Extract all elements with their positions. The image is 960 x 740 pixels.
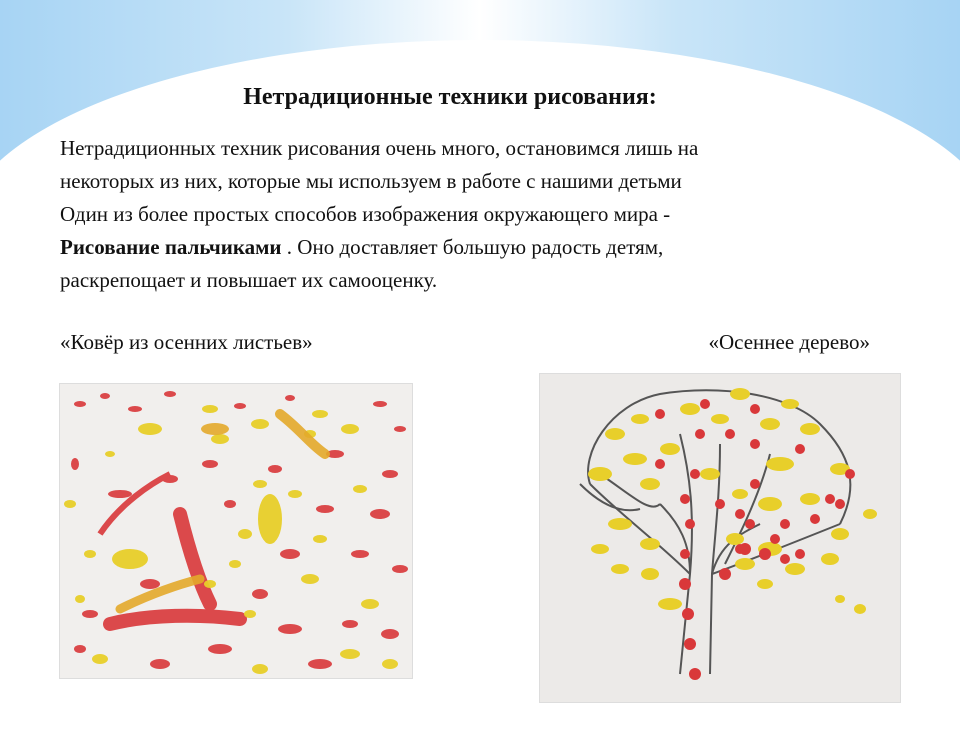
- caption-autumn-tree: «Осеннее дерево»: [708, 330, 870, 354]
- slide-title: Нетрадиционные техники рисования:: [243, 84, 657, 110]
- autumn-tree-painting: [540, 374, 900, 702]
- slide-paragraph: [60, 132, 880, 297]
- leaf-carpet-illustration: [60, 384, 412, 678]
- highlight-technique-name: Рисование пальчиками: [60, 235, 282, 259]
- paragraph-line-4-rest: . Оно доставляет большую радость детям,: [281, 235, 664, 259]
- paragraph-line-2: некоторых из них, которые мы используем в работе с нашими детьми: [60, 169, 682, 193]
- caption-leaf-carpet: «Ковёр из осенних листьев»: [60, 330, 313, 354]
- autumn-tree-illustration: [540, 374, 900, 702]
- paragraph-line-3: Один из более простых способов изображения окружающего мира -: [60, 202, 671, 226]
- paragraph-line-1: Нетрадиционных техник рисования очень много, остановимся лишь на: [60, 136, 699, 160]
- paragraph-line-5: раскрепощает и повышает их самооценку.: [60, 268, 438, 292]
- leaf-carpet-painting: [60, 384, 412, 678]
- paragraph-line-4: [60, 231, 880, 264]
